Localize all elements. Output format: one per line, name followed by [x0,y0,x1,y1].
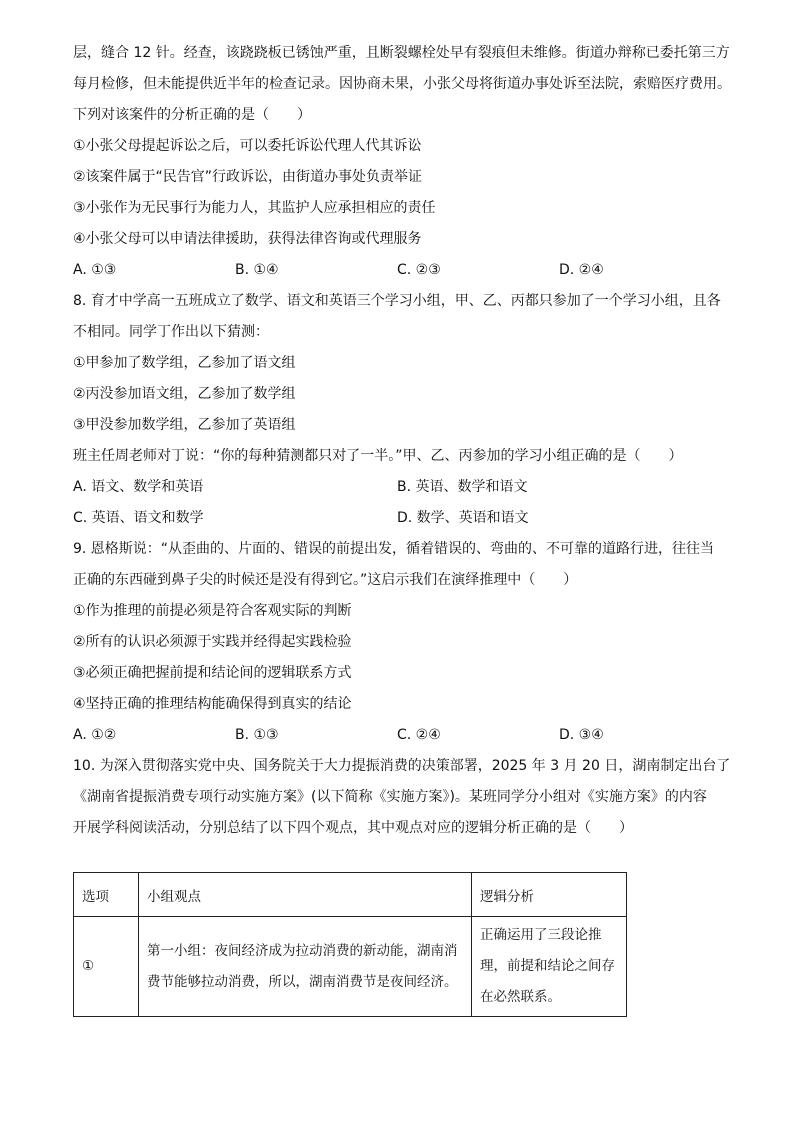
q8-options-row [73,472,733,503]
q9-statement: ③必须正确把握前提和结论间的逻辑联系方式 [73,665,352,681]
table-header-cell: 逻辑分析 [472,873,627,917]
q9-statement: ①作为推理的前提必须是符合客观实际的判断 [73,603,352,619]
q8-option-b: B. 英语、数学和语文 [397,479,528,495]
q9-option-c: C. ②④ [397,727,441,743]
q8-statement: ②丙没参加语文组，乙参加了数学组 [73,386,296,402]
q9-text-line: 9. 恩格斯说：“从歪曲的、片面的、错误的前提出发，循着错误的、弯曲的、不可靠的道路行进，往往当 [73,541,715,557]
q8-option-d: D. 数学、英语和语文 [397,510,529,526]
q7-option-a: A. ①③ [73,262,117,278]
q10-table [73,872,627,1017]
q9-statement: ②所有的认识必须源于实践并经得起实践检验 [73,634,352,650]
q8-options-row [73,503,733,534]
q10-text-line: 开展学科阅读活动，分别总结了以下四个观点，其中观点对应的逻辑分析正确的是（ ） [73,820,633,836]
q9-option-b: B. ①③ [235,727,279,743]
q8-statement: ③甲没参加数学组，乙参加了英语组 [73,417,296,433]
q10-text-line: 《湖南省提振消费专项行动实施方案》(以下简称《实施方案》)。某班同学分小组对《实施方案》的内容 [73,789,707,805]
table-header-cell: 选项 [74,873,139,917]
table-cell-analysis: 正确运用了三段论推理，前提和结论之间存在必然联系。 [472,917,627,1017]
table-header-cell: 小组观点 [139,873,472,917]
exam-page [73,38,733,844]
q7-statement: ④小张父母可以申请法律援助，获得法律咨询或代理服务 [73,231,422,247]
q7-option-b: B. ①④ [235,262,279,278]
q9-text-line: 正确的东西碰到鼻子尖的时候还是没有得到它。”这启示我们在演绎推理中（ ） [73,572,578,588]
table-row [74,917,627,1017]
q9-option-d: D. ③④ [559,727,604,743]
q9-option-a: A. ①② [73,727,117,743]
q7-options [73,255,733,286]
q10-text-line: 10. 为深入贯彻落实党中央、国务院关于大力提振消费的决策部署，2025 年 3 月 20 日，湖南制定出台了 [73,758,731,774]
q8-statement: ①甲参加了数学组，乙参加了语文组 [73,355,296,371]
q8-question: 班主任周老师对丁说：“你的每种猜测都只对了一半。”甲、乙、丙参加的学习小组正确的是（ ） [73,448,683,464]
q7-option-d: D. ②④ [559,262,604,278]
q8-option-a: A. 语文、数学和英语 [73,479,204,495]
q7-text-line: 层，缝合 12 针。经查，该跷跷板已锈蚀严重，且断裂螺栓处早有裂痕但未维修。街道办辩称已委托第三方 [73,45,730,61]
q8-text-line: 不相同。同学丁作出以下猜测： [73,324,269,340]
table-header-row [74,873,627,917]
q7-text-line: 下列对该案件的分析正确的是（ ） [73,107,311,123]
q8-text-line: 8. 育才中学高一五班成立了数学、语文和英语三个学习小组，甲、乙、丙都只参加了一个学习小组，且各 [73,293,721,309]
table-cell-viewpoint: 第一小组：夜间经济成为拉动消费的新动能，湖南消费节能够拉动消费，所以，湖南消费节是夜间经济。 [139,917,472,1017]
q9-statement: ④坚持正确的推理结构能确保得到真实的结论 [73,696,352,712]
q7-statement: ①小张父母提起诉讼之后，可以委托诉讼代理人代其诉讼 [73,138,422,154]
q7-statement: ②该案件属于“民告官”行政诉讼，由街道办事处负责举证 [73,169,423,185]
q7-option-c: C. ②③ [397,262,441,278]
q7-statement: ③小张作为无民事行为能力人，其监护人应承担相应的责任 [73,200,436,216]
q7-text-line: 每月检修，但未能提供近半年的检查记录。因协商未果，小张父母将街道办事处诉至法院，索赔医疗费用。 [73,76,731,92]
table-cell-option: ① [74,917,139,1017]
q8-option-c: C. 英语、语文和数学 [73,510,204,526]
q9-options [73,720,733,751]
